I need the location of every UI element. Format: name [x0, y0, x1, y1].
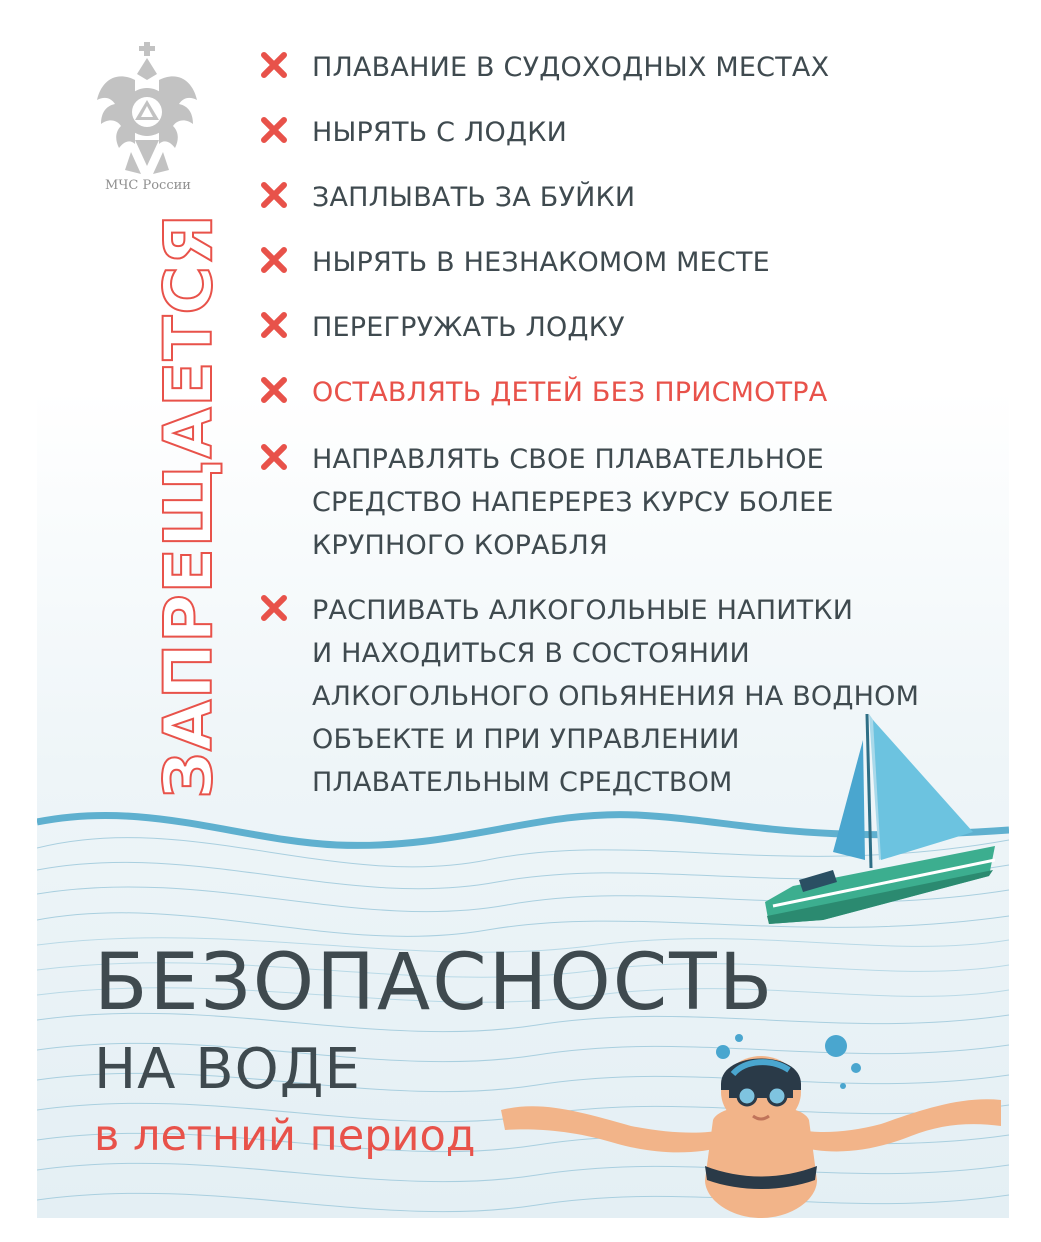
eagle-emblem-icon [95, 40, 199, 190]
title-line-3: в летний период [94, 1111, 476, 1161]
x-cross-icon [259, 115, 289, 145]
vertical-title: ЗАПРЕЩАЕТСЯ [150, 213, 227, 799]
rule-text: ОСТАВЛЯТЬ ДЕТЕЙ БЕЗ ПРИСМОТРА [312, 377, 828, 408]
x-cross-icon [259, 180, 289, 210]
poster [37, 10, 1009, 1218]
swimmer-icon [501, 1030, 1001, 1218]
x-cross-icon [259, 245, 289, 275]
rule-text: РАСПИВАТЬ АЛКОГОЛЬНЫЕ НАПИТКИ И НАХОДИТЬСЯ В СОСТОЯНИИ АЛКОГОЛЬНОГО ОПЬЯНЕНИЯ НА ВОДНОМ ОБЪЕКТЕ И ПРИ УПРАВЛЕНИИ ПЛАВАТЕЛЬНЫМ СРЕДСТВОМ [312, 595, 920, 798]
x-cross-icon [259, 593, 289, 623]
sailboat-icon [763, 710, 995, 930]
x-cross-icon [259, 50, 289, 80]
rule-text: ПЛАВАНИЕ В СУДОХОДНЫХ МЕСТАХ [312, 52, 830, 83]
rule-text: ПЕРЕГРУЖАТЬ ЛОДКУ [312, 312, 625, 343]
x-cross-icon [259, 310, 289, 340]
x-cross-icon [259, 442, 289, 472]
x-cross-icon [259, 375, 289, 405]
rule-text: НЫРЯТЬ В НЕЗНАКОМОМ МЕСТЕ [312, 247, 770, 278]
emblem-caption: МЧС России [105, 178, 191, 193]
rule-text: ЗАПЛЫВАТЬ ЗА БУЙКИ [312, 182, 636, 213]
rule-text: НАПРАВЛЯТЬ СВОЕ ПЛАВАТЕЛЬНОЕ СРЕДСТВО НАПЕРЕРЕЗ КУРСУ БОЛЕЕ КРУПНОГО КОРАБЛЯ [312, 444, 834, 561]
rule-text: НЫРЯТЬ С ЛОДКИ [312, 117, 568, 148]
title-line-1: БЕЗОПАСНОСТЬ [94, 938, 775, 1028]
title-line-2: НА ВОДЕ [94, 1037, 361, 1102]
